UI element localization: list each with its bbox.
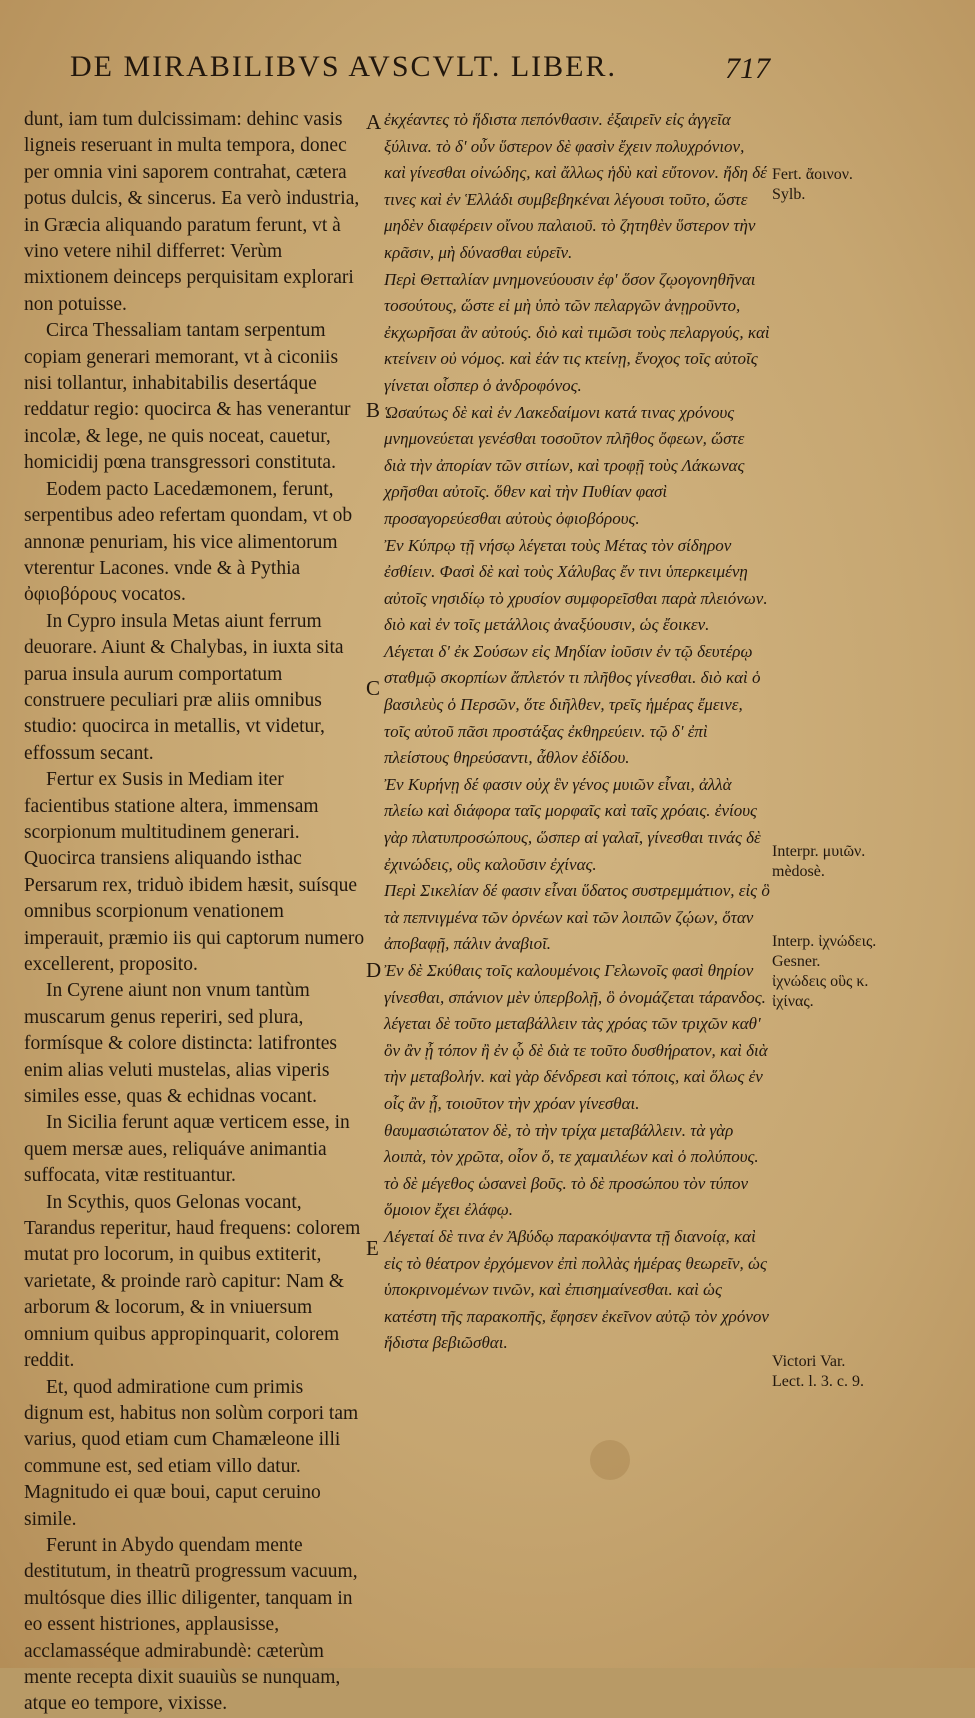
latin-paragraph: In Cyrene aiunt non vnum tantùm muscarum genus reperiri, sed plura, formísque & colore distincta: latifrontes enim alias veluti mustelas, alias viperis similes esse, quas & echidnas vocant.: [24, 980, 337, 1108]
margin-note: Victori Var. Lect. l. 3. c. 9.: [772, 1353, 864, 1390]
margin-note: Interp. ἰχνώδεις. Gesner. ἰχνώδεις οὓς κ. ἰχίνας.: [772, 933, 877, 1010]
latin-paragraph: Fertur ex Susis in Mediam iter facientibus statione altera, immensam scorpionum multitudinem generari. Quocirca transiens aliquando isthac Persarum rex, triduò ibidem hæsit, suísque omnibus scorpionum venationem imperauit, præmio iis qui captorum numero excellerent, proposito.: [24, 769, 365, 975]
latin-paragraph: Circa Thessaliam tantam serpentum copiam generari memorant, vt à ciconiis nisi tollantur, inhabitabilis desertáque reddatur regio: quocirca & has venerantur incolæ, & lege, ne quis noceat, cauetur, homicidij pœna transgressori constituta.: [24, 320, 351, 474]
running-title: DE MIRABILIBVS AVSCVLT. LIBER.: [70, 50, 618, 83]
greek-paragraph: Περὶ Σικελίαν δέ φασιν εἶναι ὕδατος συστρεμμάτιον, εἰς ὃ τὰ πεπνιγμένα τῶν ὀρνέων καὶ τῶν λοιπῶν ζῴων, ὅταν ἀποβαφῇ, πάλιν ἀναβιοῖ.: [384, 881, 770, 954]
latin-paragraph: Ferunt in Abydo quendam mente destitutum, in theatrũ progressum vacuum, multósque dies illic diligenter, tanquam in eo essent histriones, applausisse, acclamasséque admirabundè: cæterùm mente recepta dixit suauiùs se nunquam, atque eo tempore, vixisse.: [24, 1534, 358, 1715]
greek-paragraph: Ἐν Κύπρῳ τῇ νήσῳ λέγεται τοὺς Μέτας τὸν σίδηρον ἐσθίειν. Φασὶ δὲ καὶ τοὺς Χάλυβας ἔν τινι ὑπερκειμένῃ αὐτοῖς νησιδίῳ τὸ χρυσίον συμφορεῖσθαι παρὰ πλειόνων. διὸ καὶ ἐν τοῖς μετάλλοις ἀναξύουσιν, ὡς ἔοικεν.: [384, 535, 768, 635]
latin-paragraph: Eodem pacto Lacedæmonem, ferunt, serpentibus adeo refertam quondam, vt ob annonæ penuriam, his vice alimentorum vterentur Lacones. vnde & à Pythia ὀφιοβόρους vocatos.: [24, 478, 353, 606]
greek-paragraph: Ἐν δὲ Σκύθαις τοῖς καλουμένοις Γελωνοῖς φασὶ θηρίον γίνεσθαι, σπάνιον μὲν ὑπερβολῇ, ὃ ὀνομάζεται τάρανδος. λέγεται δὲ τοῦτο μεταβάλλειν τὰς χρόας τῶν τριχῶν καθ' ὃν ἂν ᾖ τόπον ἢ ἐν ᾧ δὲ διὰ τε τοῦτο δυσθήρατον, καὶ διὰ τὴν μεταβολήν. καὶ γὰρ δένδρεσι καὶ τόποις, καὶ ὅλως ἐν οἷς ἂν ᾖ, τοιοῦτον τὴν χρόαν γίνεσθαι.: [384, 961, 768, 1113]
greek-paragraph: Λέγεται δ' ἐκ Σούσων εἰς Μηδίαν ἰοῦσιν ἐν τῷ δευτέρῳ σταθμῷ σκορπίων ἄπλετόν τι πλῆθος γίνεσθαι. διὸ καὶ ὁ βασιλεὺς ὁ Περσῶν, ὅτε διῆλθεν, τρεῖς ἡμέρας ἔμεινε, τοῖς αὐτοῦ πᾶσι προστάξας ἐκθηρεύειν. τῷ δ' ἐπὶ πλείστους θηρεύσαντι, ἆθλον ἐδίδου.: [384, 641, 761, 768]
section-marker-c: C: [366, 676, 381, 700]
greek-paragraph: Ὡσαύτως δὲ καὶ ἐν Λακεδαίμονι κατά τινας χρόνους μνημονεύεται γενέσθαι τοσοῦτον πλῆθος ὄφεων, ὥστε διὰ τὴν ἀπορίαν τῶν σιτίων, καὶ τροφῇ τοὺς Λάκωνας χρῆσθαι αὐτοῖς. ὅθεν καὶ τὴν Πυθίαν φασὶ προσαγορεύεσθαι αὐτοὺς ὀφιοβόρους.: [384, 402, 745, 528]
greek-column: [384, 107, 770, 1357]
greek-paragraph: Περὶ Θετταλίαν μνημονεύουσιν ἐφ' ὅσον ζῳογονηθῆναι τοσούτους, ὥστε εἰ μὴ ὑπὸ τῶν πελαργῶν ἀνῃροῦντο, ἐκχωρῆσαι ἂν αὐτούς. διὸ καὶ τιμῶσι τοὺς πελαργούς, καὶ κτείνειν οὐ νόμος. καὶ ἐάν τις κτείνῃ, ἔνοχος τοῖς αὐτοῖς γίνεται οἷσπερ ὁ ἀνδροφόνος.: [384, 269, 770, 395]
latin-paragraph: Et, quod admiratione cum primis dignum est, habitus non solùm corpori tam varius, quod etiam cum Chamæleone illi commune est, sed etiam villo datur. Magnitudo ei quæ boui, caput ceruino simile.: [24, 1376, 359, 1530]
section-marker-b: B: [366, 398, 381, 422]
latin-paragraph: In Sicilia ferunt aquæ verticem esse, in quem mersæ aues, reliquáve animantia suffocata, vitæ restituantur.: [24, 1112, 350, 1187]
greek-paragraph: Λέγεταί δὲ τινα ἐν Ἀβύδῳ παρακόψαντα τῇ διανοίᾳ, καὶ εἰς τὸ θέατρον ἐρχόμενον ἐπὶ πολλὰς ἡμέρας θεωρεῖν, ὡς ὑποκρινομένων τινῶν, καὶ ἐπισημαίνεσθαι. καὶ ὡς κατέστη τῆς παρακοπῆς, ἔφησεν ἐκεῖνον αὐτῷ τὸν χρόνον ἥδιστα βεβιῶσθαι.: [384, 1226, 769, 1353]
greek-paragraph: Ἐν Κυρήνῃ δέ φασιν οὐχ ἓν γένος μυιῶν εἶναι, ἀλλὰ πλείω καὶ διάφορα ταῖς μορφαῖς καὶ ταῖς χρόαις. ἐνίους γὰρ πλατυπροσώπους, ὥσπερ αἱ γαλαῖ, γίνεσθαι τινάς δὲ ἐχινώδεις, οὓς καλοῦσιν ἐχίνας.: [384, 774, 761, 874]
latin-paragraph: In Scythis, quos Gelonas vocant, Tarandus reperitur, haud frequens: colorem mutat pro locorum, in quibus extiterit, varietate, & proinde rarò capitur: Nam & arborum & locorum, & in vniuersum omnium quibus appropinquarit, colorem reddit.: [24, 1191, 361, 1372]
section-marker-a: A: [366, 110, 382, 134]
section-marker-e: E: [366, 1236, 379, 1260]
latin-column: [24, 107, 366, 1718]
greek-paragraph: ἐκχέαντες τὸ ἥδιστα πεπόνθασιν. ἐξαιρεῖν εἰς ἀγγεῖα ξύλινα. τὸ δ' οὖν ὕστερον δὲ φασὶν ἔχειν πολυχρόνιον, καὶ γίνεσθαι οἰνώδης, καὶ ἄλλως ἡδὺ καὶ εὔτονον. ἤδη δέ τινες καὶ ἐν Ἑλλάδι συμβεβηκέναι λέγουσι τοῦτο, ὥστε μηδὲν διαφέρειν οἴνου παλαιοῦ. τὸ ζητηθὲν ὕστερον τὴν κρᾶσιν, μὴ δύνασθαι εὑρεῖν.: [384, 110, 767, 262]
latin-paragraph: In Cypro insula Metas aiunt ferrum deuorare. Aiunt & Chalybas, in iuxta sita parua insula aurum comportatum construere peculiari præ aliis omnibus studio: quocirca in metallis, vt videtur, effossum secant.: [24, 610, 344, 764]
ink-stain: [590, 1440, 630, 1480]
latin-paragraph: dunt, iam tum dulcissimam: dehinc vasis ligneis reseruant in multa tempora, donec per omnia vini saporem contrahat, cætera potus dulcis, & sincerus. Ea verò industria, in Græcia aliquando paratum ferunt, vt à vino vetere nihil differret: Verùm mixtionem deinceps perquisitam explorari non potuisse.: [24, 109, 360, 315]
margin-note: Fert. ἄοινον. Sylb.: [772, 166, 853, 203]
greek-paragraph: θαυμασιώτατον δὲ, τὸ τὴν τρίχα μεταβάλλειν. τὰ γὰρ λοιπὰ, τὸν χρῶτα, οἷον ὅ, τε χαμαιλέων καὶ ὁ πολύπους. τὸ δὲ μέγεθος ὡσανεὶ βοῦς. τὸ δὲ προσώπου τὸν τύπον ὅμοιον ἔχει ἐλάφῳ.: [384, 1120, 759, 1220]
margin-note: Interpr. μυιῶν. mèdosè.: [772, 843, 866, 880]
section-marker-d: D: [366, 958, 382, 982]
page-number: 717: [725, 52, 770, 85]
